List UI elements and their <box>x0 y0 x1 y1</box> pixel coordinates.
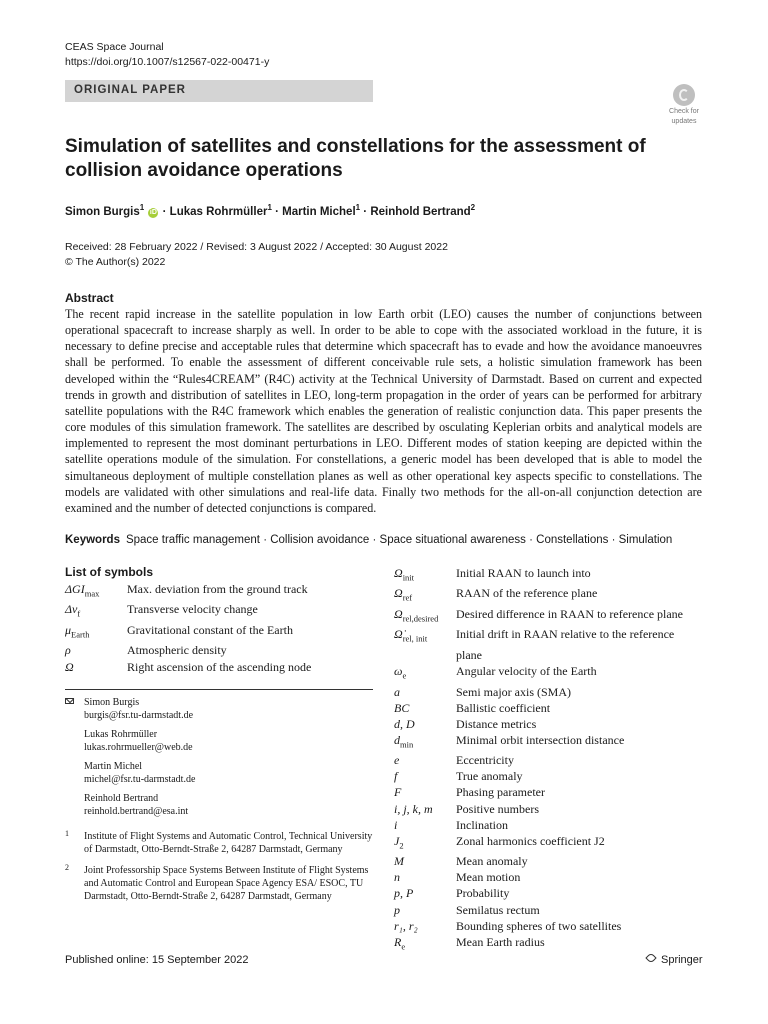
received-dates: Received: 28 February 2022 / Revised: 3 August 2022 / Accepted: 30 August 2022 <box>65 241 448 253</box>
symbol <box>394 869 456 885</box>
symbol-row <box>394 918 708 934</box>
author-name: Lukas Rohrmüller <box>169 205 268 218</box>
symbol-subscript: rel,desired <box>402 613 439 624</box>
contact-name: Simon Burgis <box>84 697 140 708</box>
paper-title: Simulation of satellites and constellations for the assessment of collision avoidance operations <box>65 136 646 181</box>
symbol-row <box>394 663 708 683</box>
author-affiliation-mark: 1 <box>267 203 272 212</box>
author-separator: · <box>162 205 167 218</box>
symbols-list-left <box>65 581 377 675</box>
symbol <box>394 934 456 954</box>
symbol-description: Angular velocity of the Earth <box>456 664 597 679</box>
corresponding-contacts <box>65 696 375 824</box>
envelope-icon <box>65 698 74 704</box>
symbol-subscript: init <box>402 572 415 583</box>
symbol <box>394 918 456 934</box>
symbol-description: Eccentricity <box>456 753 514 768</box>
symbol <box>65 659 127 675</box>
symbol-subscript: max <box>84 588 100 599</box>
symbol-row <box>65 659 377 675</box>
symbol-main: Ω <box>394 566 403 580</box>
symbol-description: Mean Earth radius <box>456 934 545 949</box>
crossmark-label-1: Check for <box>669 108 699 115</box>
author-name: Martin Michel <box>282 205 356 218</box>
symbol <box>394 565 456 585</box>
symbol <box>394 817 456 833</box>
symbol <box>394 647 456 663</box>
affiliation-number: 2 <box>65 863 69 872</box>
symbol <box>394 784 456 800</box>
crossmark-label-2: updates <box>671 118 697 125</box>
affiliation-entry <box>65 864 375 903</box>
symbol-row <box>394 606 708 626</box>
affiliation-text: Institute of Flight Systems and Automatic Control, Technical University of Darmstadt, Otto-Berndt-Straße 2, 64287 Darmstadt, Germany <box>84 831 373 855</box>
symbol-row <box>394 885 708 901</box>
symbol-description: plane <box>456 647 482 662</box>
symbol <box>394 853 456 869</box>
symbol-row <box>394 817 708 833</box>
symbol-subscript: rel, init <box>402 633 428 644</box>
contact-entry <box>84 728 375 754</box>
symbol-description: Gravitational constant of the Earth <box>127 622 293 637</box>
doi-link[interactable]: https://doi.org/10.1007/s12567-022-00471-y <box>65 56 270 68</box>
author-separator: · <box>363 205 368 218</box>
symbol-main: d <box>394 732 400 747</box>
crossmark-icon <box>673 84 695 106</box>
symbol-main: F <box>394 785 402 800</box>
symbol <box>65 581 127 601</box>
symbol <box>394 768 456 784</box>
symbol <box>394 732 456 752</box>
symbol-row <box>394 902 708 918</box>
symbol-main: a <box>394 684 400 699</box>
contact-name: Lukas Rohrmüller <box>84 729 158 740</box>
symbol-main: i, j, k, m <box>394 801 433 816</box>
author-list <box>65 203 475 218</box>
symbol-description: Semilatus rectum <box>456 902 540 917</box>
symbol-main: Ω <box>394 586 403 601</box>
symbol-row <box>394 934 708 954</box>
symbol-subscript: ref <box>402 592 413 603</box>
symbol-row <box>394 647 708 663</box>
author-affiliation-mark: 2 <box>470 203 476 212</box>
symbol-main: p, P <box>394 886 414 901</box>
symbol-main: R <box>394 934 402 949</box>
symbol-row <box>394 784 708 800</box>
symbols-heading: List of symbols <box>65 565 154 579</box>
symbol <box>394 626 456 646</box>
contact-email[interactable]: reinhold.bertrand@esa.int <box>84 806 189 817</box>
contact-name: Reinhold Bertrand <box>84 793 159 804</box>
symbol-description: Max. deviation from the ground track <box>127 582 308 596</box>
symbol-main: ω <box>394 664 403 679</box>
symbol-row <box>394 869 708 885</box>
symbol-row <box>394 801 708 817</box>
symbol <box>65 642 127 658</box>
footnote-divider <box>65 689 373 690</box>
symbol-description: Right ascension of the ascending node <box>127 659 312 674</box>
symbol-main: f <box>394 769 398 784</box>
contact-entry <box>84 760 375 786</box>
symbol-main: Ω̇ <box>394 627 403 642</box>
symbol-main: e <box>394 753 400 768</box>
symbol-subscript: e <box>401 941 406 952</box>
contact-name: Martin Michel <box>84 761 143 772</box>
symbol-row <box>65 581 377 601</box>
abstract-heading: Abstract <box>65 291 114 305</box>
keywords-list: Space traffic management · Collision avoidance · Space situational awareness · Constellations · Simulation <box>125 534 673 546</box>
affiliation-number: 1 <box>65 829 69 838</box>
symbol-description: Desired difference in RAAN to reference plane <box>456 606 684 621</box>
symbol-description: Probability <box>456 886 510 901</box>
symbol-description: Ballistic coefficient <box>456 700 551 715</box>
symbols-list-right <box>394 565 708 954</box>
symbol-description: Mean anomaly <box>456 854 528 869</box>
symbol-main: J <box>394 833 400 848</box>
springer-horse-icon <box>646 953 657 964</box>
symbol-row <box>65 601 377 621</box>
author-name: Simon Burgis <box>65 205 140 218</box>
abstract-text: The recent rapid increase in the satellite population in low Earth orbit (LEO) causes the number of conjunctions between operational spacecraft to increase sharply as well. In order to be able to cope with the associated workload in the future, it is necessary to define precise and acceptable rules that determine which spacecraft has to evade and how the avoidance manoeuvres shall be performed. To enable the assessment of different conceivable rule sets, a holistic simulation framework has been developed within the “Rules4CREAM” (R4C) activity at the Technical University of Darmstadt. Based on current and expected trends in growth and distribution of satellites in LEO, long-term propagation in the order of years can be performed for arbitrary satellite populations with the R4C framework which enables the generation of realistic conjunction data. This paper presents the core modules of this simulation framework. The satellites are described by osculating Keplerian orbits and analytical models are implemented to represent the most dominant perturbations in LEO. Different modes of station keeping are depicted within the satellite operations module of the simulation. For constellations, a generic model has been developed that is able to model the simultaneous deployment of multiple constellation planes as well as other operational key aspects specific to constellations. The models are validated with other simulations and real-life data. Finally two methods for the all-on-all conjunction detection are examined and the number of detected conjunctions is compared. <box>65 307 702 515</box>
contact-email[interactable]: lukas.rohrmueller@web.de <box>84 742 193 753</box>
symbol-subscript: e <box>402 670 407 681</box>
author-affiliation-mark: 1 <box>355 203 361 212</box>
symbol <box>65 601 127 621</box>
symbol <box>394 902 456 918</box>
symbol-main: ρ <box>65 643 71 658</box>
symbol-row <box>394 853 708 869</box>
check-for-updates-badge[interactable] <box>663 84 705 126</box>
journal-name: CEAS Space Journal <box>65 41 164 53</box>
symbol-description: Initial drift in RAAN relative to the reference <box>456 627 675 642</box>
contact-email[interactable]: burgis@fsr.tu-darmstadt.de <box>84 710 194 721</box>
symbol-row <box>394 732 708 752</box>
copyright-line: © The Author(s) 2022 <box>65 256 166 268</box>
symbol-description: Zonal harmonics coefficient J2 <box>456 833 605 848</box>
symbol-main: i <box>394 817 398 832</box>
symbol-row <box>394 626 708 646</box>
symbol-main: n <box>394 870 400 885</box>
symbol-description: RAAN of the reference plane <box>456 586 598 601</box>
contact-entry <box>84 792 375 818</box>
contact-email[interactable]: michel@fsr.tu-darmstadt.de <box>84 774 196 785</box>
symbol <box>394 833 456 853</box>
contact-entry <box>84 696 375 722</box>
symbol-main: BC <box>394 700 410 715</box>
symbol-row <box>65 642 377 658</box>
symbol-main: p <box>394 902 400 917</box>
article-history <box>65 240 448 270</box>
symbol-subscript: f <box>77 608 81 619</box>
symbol-description: Inclination <box>456 817 508 832</box>
symbol-main: r₁, r₂ <box>394 918 418 933</box>
symbol-description: Bounding spheres of two satellites <box>456 918 622 933</box>
symbol-row <box>394 716 708 732</box>
symbol <box>394 885 456 901</box>
symbol-row <box>394 565 708 585</box>
symbol-description: True anomaly <box>456 769 523 784</box>
keywords-heading: Keywords <box>65 534 120 546</box>
symbol <box>394 801 456 817</box>
symbol <box>394 606 456 626</box>
symbol-description: Mean motion <box>456 870 521 885</box>
symbol <box>65 622 127 642</box>
symbol-row <box>394 752 708 768</box>
symbol <box>394 663 456 683</box>
symbol-row <box>394 833 708 853</box>
symbol <box>394 716 456 732</box>
symbol-description: Positive numbers <box>456 801 539 816</box>
author-name: Reinhold Bertrand <box>370 205 471 218</box>
symbol-subscript: 2 <box>399 840 404 851</box>
symbol-main: d, D <box>394 716 415 731</box>
symbol-description: Atmospheric density <box>127 643 227 658</box>
published-date: Published online: 15 September 2022 <box>65 954 249 966</box>
affiliation-entry <box>65 830 375 856</box>
symbol-description: Transverse velocity change <box>127 602 258 617</box>
publisher-name: Springer <box>661 954 703 966</box>
symbol-main: Δv <box>65 602 78 617</box>
symbol-main: μ <box>65 622 72 637</box>
publisher-logo <box>646 953 703 966</box>
symbol-description: Phasing parameter <box>456 785 545 800</box>
symbol-main: Ω <box>394 606 403 621</box>
symbol-subscript: min <box>400 739 414 750</box>
symbol-description: Semi major axis (SMA) <box>456 684 571 699</box>
symbol-subscript: Earth <box>71 629 90 640</box>
symbol <box>394 700 456 716</box>
symbol-row <box>394 585 708 605</box>
symbol <box>394 585 456 605</box>
affiliations <box>65 830 375 911</box>
author-affiliation-mark: 1 <box>139 203 145 212</box>
symbol-description: Distance metrics <box>456 716 537 731</box>
symbol-description: Minimal orbit intersection distance <box>456 732 625 747</box>
orcid-icon[interactable]: iD <box>149 208 157 216</box>
affiliation-text: Joint Professorship Space Systems Between Institute of Flight Systems and Automatic Control and European Space Agency ESA/ ESOC, TU Darmstadt, Otto-Berndt-Straße 2, 64287 Darmstadt, Germany <box>84 865 369 902</box>
symbol-main: ΔGI <box>65 582 85 596</box>
symbol <box>394 752 456 768</box>
symbol-row <box>394 768 708 784</box>
symbol-row <box>65 622 377 642</box>
symbol-description: Initial RAAN to launch into <box>456 566 591 580</box>
symbol-row <box>394 684 708 700</box>
article-type-label: ORIGINAL PAPER <box>74 84 186 96</box>
keywords-line <box>65 534 672 546</box>
article-type-banner <box>65 80 373 102</box>
author-separator: · <box>275 205 279 218</box>
symbol-main: Ω <box>65 659 74 674</box>
symbol-row <box>394 700 708 716</box>
symbol-main: M <box>394 854 404 869</box>
symbol <box>394 684 456 700</box>
journal-info <box>65 40 269 70</box>
